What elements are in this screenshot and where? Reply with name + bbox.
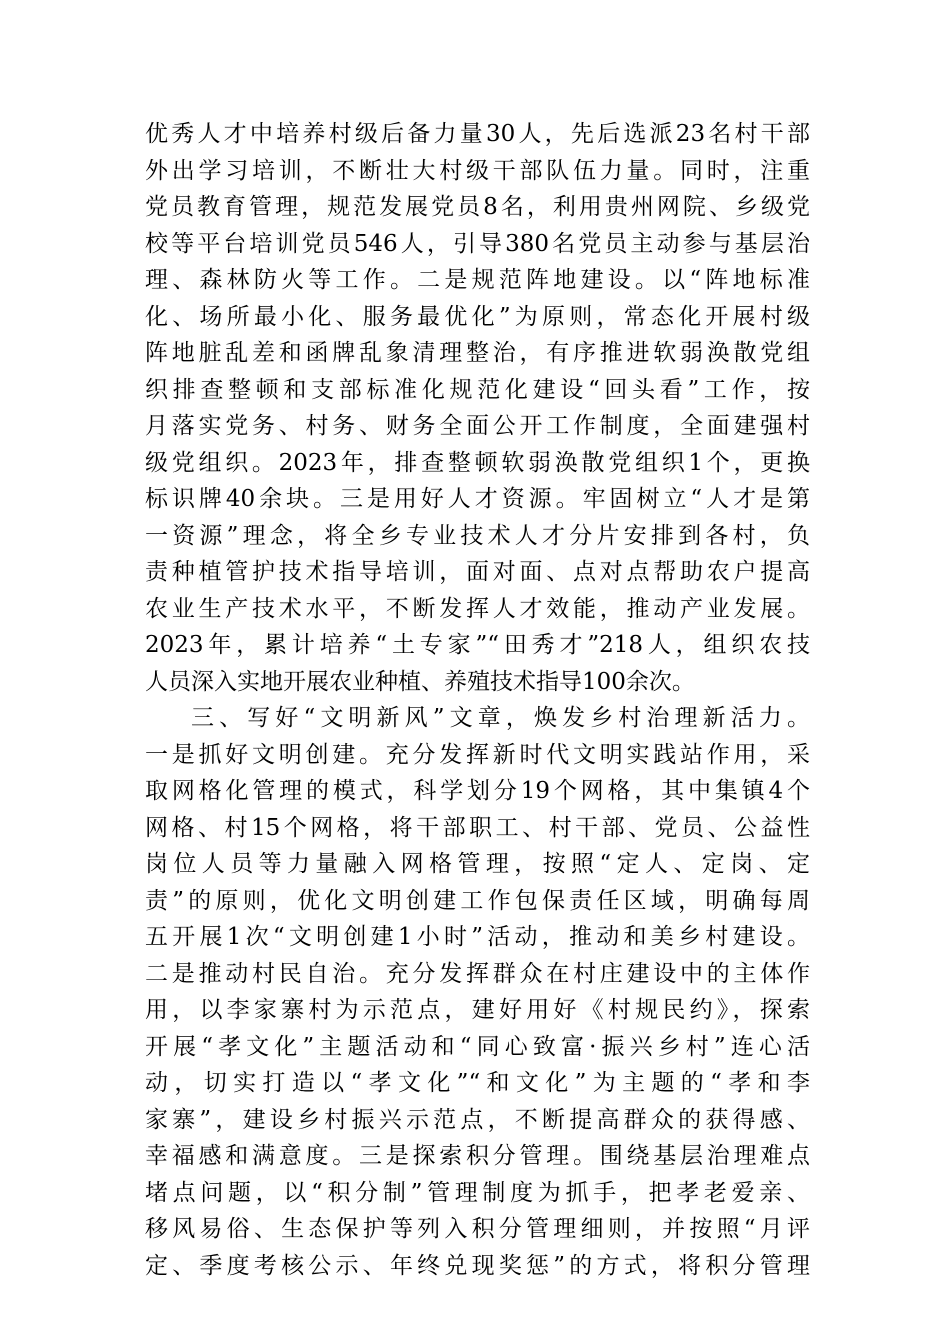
text-line: 级党组织。2023年，排查整顿软弱涣散党组织1个，更换 [145,449,810,476]
text-line: 开展“孝文化”主题活动和“同心致富·振兴乡村”连心活 [145,1033,810,1060]
text-line: 化、场所最小化、服务最优化”为原则，常态化开展村级 [145,303,810,330]
text-line: 理、森林防火等工作。二是规范阵地建设。以“阵地标准 [145,267,810,293]
text-line: 一资源”理念，将全乡专业技术人才分片安排到各村，负 [145,522,810,549]
text-line: 优秀人才中培养村级后备力量30人，先后选派23名村干部 [145,121,810,147]
text-line: 家寨”，建设乡村振兴示范点，不断提高群众的获得感、 [145,1106,810,1133]
text-line: 网格、村15个网格，将干部职工、村干部、党员、公益性 [145,814,810,841]
text-line: 堵点问题，以“积分制”管理制度为抓手，把孝老爱亲、 [145,1179,810,1206]
text-line: 织排查整顿和支部标准化规范化建设“回头看”工作，按 [145,376,810,403]
text-line: 党员教育管理，规范发展党员8名，利用贵州网院、乡级党 [145,194,810,220]
text-line: 二是推动村民自治。充分发挥群众在村庄建设中的主体作 [145,960,810,987]
text-line: 农业生产技术水平，不断发挥人才效能，推动产业发展。 [145,595,810,622]
text-line: 幸福感和满意度。三是探索积分管理。围绕基层治理难点 [145,1143,810,1169]
text-line: 五开展1次“文明创建1小时”活动，推动和美乡村建设。 [145,924,810,950]
text-line: 取网格化管理的模式，科学划分19个网格，其中集镇4个 [145,778,810,804]
text-line: 一是抓好文明创建。充分发挥新时代文明实践站作用，采 [145,741,810,768]
text-line: 校等平台培训党员546人，引导380名党员主动参与基层治 [145,230,810,257]
text-line: 责”的原则，优化文明创建工作包保责任区域，明确每周 [145,887,810,914]
text-line: 定、季度考核公示、年终兑现奖惩”的方式，将积分管理 [145,1252,810,1279]
text-line: 责种植管护技术指导培训，面对面、点对点帮助农户提高 [145,559,810,585]
text-line: 标识牌40余块。三是用好人才资源。牢固树立“人才是第 [145,486,810,512]
text-line: 外出学习培训，不断壮大村级干部队伍力量。同时，注重 [145,157,810,184]
text-line: 移风易俗、生态保护等列入积分管理细则，并按照“月评 [145,1216,810,1242]
body-text [145,116,810,1284]
text-line: 人员深入实地开展农业种植、养殖技术指导100余次。 [145,668,695,695]
text-line: 动，切实打造以“孝文化”“和文化”为主题的“孝和李 [145,1070,810,1096]
text-line: 岗位人员等力量融入网格管理，按照“定人、定岗、定 [145,851,810,877]
text-line: 月落实党务、村务、财务全面公开工作制度，全面建强村 [145,413,810,439]
text-line: 2023年，累计培养“土专家”“田秀才”218人，组织农技 [145,632,810,658]
section-heading-line: 三、写好“文明新风”文章，焕发乡村治理新活力。 [191,705,810,731]
text-line: 阵地脏乱差和函牌乱象清理整治，有序推进软弱涣散党组 [145,340,810,366]
text-line: 用，以李家寨村为示范点，建好用好《村规民约》，探索 [145,997,810,1023]
